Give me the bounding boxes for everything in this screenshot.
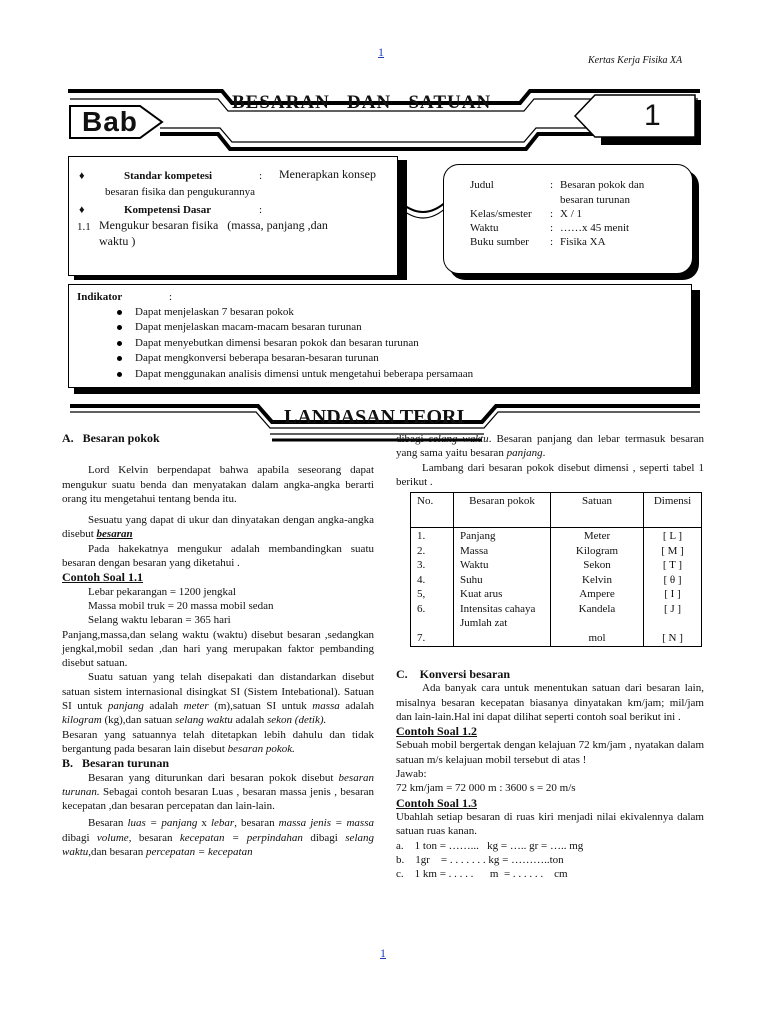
paragraph: Suatu satuan yang telah disepakati dan distandarkan disebut satuan sistem internasional disingkat SI (Sistem Intebational). Satuan SI untuk panjang adalah meter (m),satuan SI untuk massa adalah kilogram (kg),dan satuan selang waktu adalah sekon (detik).	[62, 671, 375, 727]
right-column	[396, 432, 704, 489]
paragraph: Ubahlah setiap besaran di ruas kiri menjadi nilai ekivalennya dalam satuan ruas kanan.	[396, 810, 704, 838]
example-line: Massa mobil truk = 20 massa mobil sedan	[88, 599, 274, 612]
bullet-icon: ♦	[79, 170, 85, 182]
info-colon: :	[550, 179, 554, 191]
running-header: Kertas Kerja Fisika XA	[588, 55, 683, 66]
info-value-judul: Besaran pokok dan	[560, 179, 645, 191]
list-item: Dapat menjelaskan macam-macam besaran turunan	[113, 320, 673, 335]
paragraph: Sesuatu yang dapat di ukur dan dinyatakan dengan angka-angka disebut besaran	[62, 514, 374, 541]
example-line: Lebar pekarangan = 1200 jengkal	[88, 585, 236, 598]
sk-text-2: besaran fisika dan pengukurannya	[105, 186, 255, 198]
heading-besaran-pokok: A. Besaran pokok	[62, 431, 160, 445]
indikator-list	[113, 305, 673, 382]
chapter-number: 1	[644, 99, 661, 132]
dimension-table	[410, 492, 702, 647]
kd-number: 1.1	[77, 221, 91, 233]
table-header-cell: Dimensi	[644, 493, 702, 528]
page-number-bottom[interactable]: 1	[380, 946, 386, 960]
table-header-cell: Besaran pokok	[454, 493, 551, 528]
table-body	[411, 528, 702, 647]
calculation: 72 km/jam = 72 000 m : 3600 s = 20 m/s	[396, 782, 576, 795]
exercise-line: b. 1gr = . . . . . . . kg = ………..ton	[396, 853, 564, 866]
example-line: Selang waktu lebaran = 365 hari	[88, 614, 231, 627]
example-heading: Contoh Soal 1.2	[396, 724, 478, 739]
paragraph: Besaran yang satuannya telah ditetapkan lebih dahulu dan tidak bergantung pada besaran lain disebut besaran pokok.	[62, 728, 374, 755]
exercise-line: c. 1 km = . . . . . m = . . . . . . cm	[396, 868, 568, 881]
standar-box	[68, 156, 398, 276]
sk-colon: :	[259, 170, 263, 182]
heading-besaran-turunan: B. Besaran turunan	[62, 756, 170, 771]
table-cell-name: Panjang Massa Waktu Suhu Kuat arus Intensitas cahaya Jumlah zat	[454, 528, 551, 647]
info-value-waktu: ……x 45 menit	[560, 222, 630, 234]
info-label-judul: Judul	[470, 179, 494, 191]
info-colon: :	[550, 208, 554, 220]
paragraph: dibagi selang waktu. Besaran panjang dan lebar termasuk besaran yang sama yaitu besaran panjang.	[396, 433, 705, 460]
exercise-line: a. 1 ton = ……... kg = ….. gr = ….. mg	[396, 839, 584, 852]
heading-konversi: C. Konversi besaran	[396, 667, 510, 681]
table-header-cell: No.	[411, 493, 454, 528]
paragraph: Lord Kelvin berpendapat bahwa apabila seseorang dapat mengukur suatu benda dan menyatakan dalam angka-angka berarti orang itu mengetahui tentang benda itu.	[62, 464, 374, 505]
page-number-top[interactable]: 1	[378, 45, 384, 59]
list-item: Dapat menyebutkan dimensi besaran pokok dan besaran turunan	[113, 336, 673, 351]
connector-shape	[396, 196, 450, 226]
indikator-label: Indikator	[77, 291, 123, 303]
table-header-cell: Satuan	[551, 493, 644, 528]
list-item: Dapat menjelaskan 7 besaran pokok	[113, 305, 673, 320]
info-box	[443, 164, 693, 274]
indikator-box	[68, 284, 692, 388]
paragraph: Ada banyak cara untuk menentukan satuan dari besaran lain, misalnya besaran kecepatan biasanya dinyatakan km/jam; mil/jam dan lain-lain.Hal ini dapat dilihat seperti contoh soal berikut ini .	[396, 682, 704, 723]
left-column	[62, 431, 374, 859]
paragraph: Jawab:	[396, 768, 427, 781]
paragraph: Panjang,massa,dan selang waktu (waktu) disebut besaran ,sedangkan jengkal,mobil sedan ,dan hari yang merupakan faktor pembanding disebut satuan.	[62, 628, 374, 670]
paragraph: Sebuah mobil bergertak dengan kelajuan 72 km/jam , nyatakan dalam satuan m/s kelajuan mobil tersebut di atas !	[396, 739, 704, 766]
chapter-title: BESARAN DAN SATUAN	[232, 92, 492, 113]
list-item: Dapat mengkonversi beberapa besaran-besaran turunan	[113, 351, 673, 366]
info-colon: :	[550, 222, 554, 234]
indikator-colon: :	[169, 291, 173, 303]
table-header-row	[411, 493, 702, 528]
sk-text-1: Menerapkan konsep	[279, 167, 376, 181]
sk-label: Standar kompetesi	[124, 170, 213, 182]
info-colon: :	[550, 236, 554, 248]
table-cell-dim: [ L ] [ M ] [ T ] [ θ ] [ I ] [ J ] [ N ]	[644, 528, 702, 647]
kd-text-2: waktu )	[99, 234, 136, 248]
bullet-icon: ♦	[79, 204, 85, 216]
info-value-buku: Fisika XA	[560, 236, 606, 248]
section-title: LANDASAN TEORI	[284, 406, 465, 428]
table-cell-no: 1. 2. 3. 4. 5, 6. 7.	[411, 528, 454, 647]
list-item: Dapat menggunakan analisis dimensi untuk mengetahui beberapa persamaan	[113, 367, 673, 382]
paragraph: Besaran yang diturunkan dari besaran pokok disebut besaran turunan. Sebagai contoh besaran Luas , besaran massa jenis , besaran kecepatan ,dan besaran percepatan dan lain-lain.	[62, 771, 374, 813]
right-column-lower	[396, 667, 704, 881]
info-value-kelas: X / 1	[560, 208, 582, 220]
paragraph: Pada hakekatnya mengukur adalah membandingkan suatu besaran dengan besaran yang diketahui .	[62, 542, 374, 570]
info-value-judul-2: besaran turunan	[560, 194, 630, 206]
paragraph: Besaran luas = panjang x lebar, besaran massa jenis = massa dibagi volume, besaran kecepatan = perpindahan dibagi selang waktu,dan besaran percepatan = kecepatan	[62, 817, 375, 859]
kd-colon: :	[259, 204, 263, 216]
bab-label: Bab	[82, 106, 138, 137]
table-cell-unit: Meter Kilogram Sekon Kelvin Ampere Kandela mol	[551, 528, 644, 647]
info-label-buku: Buku sumber	[470, 236, 529, 248]
example-heading: Contoh Soal 1.3	[396, 795, 478, 810]
kd-label: Kompetensi Dasar	[124, 204, 212, 216]
paragraph: Lambang dari besaran pokok disebut dimensi , seperti tabel 1 berikut .	[396, 461, 704, 488]
info-label-kelas: Kelas/smester	[470, 208, 532, 220]
info-label-waktu: Waktu	[470, 222, 499, 234]
kd-text-1: Mengukur besaran fisika (massa, panjang ,dan	[99, 218, 328, 232]
example-heading: Contoh Soal 1.1	[62, 570, 144, 585]
